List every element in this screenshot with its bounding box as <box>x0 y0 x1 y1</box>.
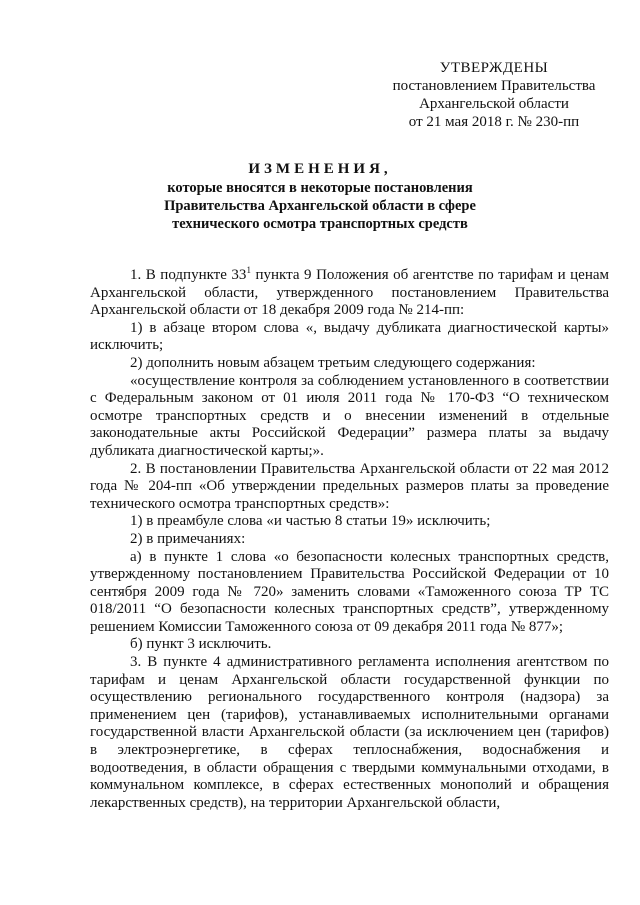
paragraph-8: а) в пункте 1 слова «о безопасности колесных транспортных средств, утвержденному постановлением Правительства Российской Федерации от 10 сентября 2009 года № 720» заменить словами «Таможенного союза ТР ТС 018/2011 “О безопасности колесных транспортных средств”, утвержденному решением Комиссии Таможенного союза от 09 декабря 2011 года № 877»; <box>90 548 609 635</box>
title-line-2: Правительства Архангельской области в сфере <box>164 198 476 214</box>
approval-heading: УТВЕРЖДЕНЫ <box>439 60 549 76</box>
approval-line-2: Архангельской области <box>419 96 569 112</box>
approval-line-3: от 21 мая 2018 г. № 230-пп <box>408 114 580 130</box>
paragraph-2: 1) в абзаце втором слова «, выдачу дубликата диагностической карты» исключить; <box>90 319 609 354</box>
title-heading: ИЗМЕНЕНИЯ, <box>248 161 392 177</box>
approval-stamp <box>378 59 610 131</box>
paragraph-5: 2. В постановлении Правительства Архангельской области от 22 мая 2012 года № 204-пп «Об утверждении предельных размеров платы за проведение технического осмотра транспортных средств»: <box>90 460 609 512</box>
paragraph-7: 2) в примечаниях: <box>130 530 246 547</box>
paragraph-10: 3. В пункте 4 административного регламента исполнения агентством по тарифам и ценам Архангельской области государственной функции по осуществлению регионального государственного контроля (надзора) за применением цен (тарифов), устанавливаемых исполнительными органами государственной власти Архангельской области (за исключением цен (тарифов) в электроэнергетике, в сферах теплоснабжения, водоснабжения и водоотведения, в области обращения с твердыми коммунальными отходами, в коммунальном комплексе, в сферах естественных монополий и обращения лекарственных средств), на территории Архангельской области, <box>90 654 609 811</box>
paragraph-1 <box>90 267 609 320</box>
approval-line-1: постановлением Правительства <box>392 78 596 94</box>
title-line-1: которые вносятся в некоторые постановления <box>167 180 473 196</box>
document-title <box>70 159 570 233</box>
paragraph-4: «осуществление контроля за соблюдением установленного в соответствии с Федеральным законом от 01 июля 2011 года № 170-ФЗ “О техническом осмотре транспортных средств и о внесении изменений в отдельные законодательные акты Российской Федерации” размера платы за выдачу дубликата диагностической карты;». <box>90 372 609 459</box>
title-line-3: технического осмотра транспортных средств <box>172 216 468 232</box>
superscript-number: 1 <box>246 265 251 275</box>
paragraph-9: б) пункт 3 исключить. <box>130 636 272 653</box>
document-body <box>90 267 609 812</box>
paragraph-3: 2) дополнить новым абзацем третьим следующего содержания: <box>130 354 536 371</box>
paragraph-1-rest: пункта 9 Положения об агентстве по тарифам и ценам Архангельской области, утвержденного постановлением Правительства Архангельской области от 18 декабря 2009 года № 214-пп: <box>90 267 610 319</box>
paragraph-1-start: 1. В подпункте 33 <box>130 267 247 283</box>
paragraph-6: 1) в преамбуле слова «и частью 8 статьи 19» исключить; <box>130 513 491 530</box>
